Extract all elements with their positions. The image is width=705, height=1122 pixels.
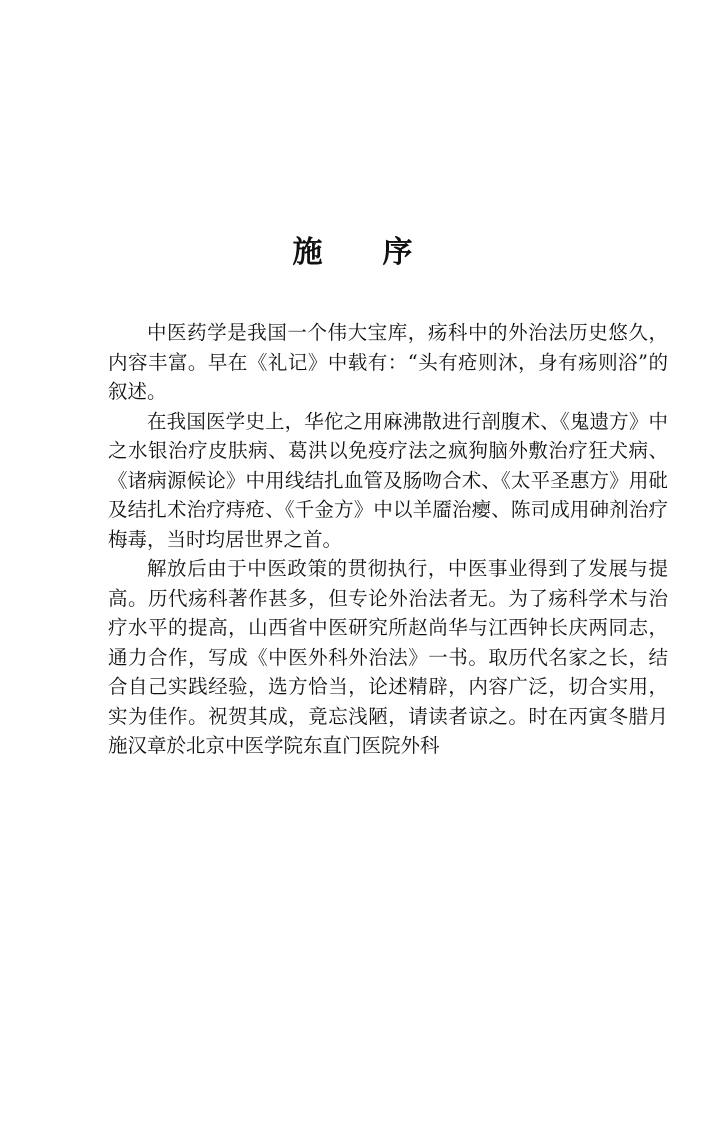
preface-body [108,318,668,761]
paragraph-3: 解放后由于中医政策的贯彻执行，中医事业得到了发展与提高。历代疡科著作甚多，但专论外治法者无。为了疡科学术与治疗水平的提高，山西省中医研究所赵尚华与江西钟长庆两同志，通力合作，写成《中医外科外治法》一书。取历代名家之长，结合自己实践经验，选方恰当，论述精辟，内容广泛，切合实用，实为佳作。祝贺其成，竟忘浅陋，请读者谅之。时在丙寅冬腊月施汉章於北京中医学院东直门医院外科 [108,557,668,757]
paragraph-2: 在我国医学史上，华佗之用麻沸散进行剖腹术、《鬼遗方》中之水银治疗皮肤病、葛洪以免疫疗法之疯狗脑外敷治疗狂犬病、《诸病源候论》中用线结扎血管及肠吻合术、《太平圣惠方》用砒及结扎术治疗痔疮、《千金方》中以羊靥治瘿、陈司成用砷剂治疗梅毒，当时均居世界之首。 [108,409,668,551]
title-char-2: 序 [382,235,413,270]
paragraph-1: 中医药学是我国一个伟大宝库，疡科中的外治法历史悠久，内容丰富。早在《礼记》中载有：“头有疮则沐，身有疡则浴”的叙述。 [108,321,668,403]
page-title [0,235,705,270]
title-char-1: 施 [292,235,323,270]
